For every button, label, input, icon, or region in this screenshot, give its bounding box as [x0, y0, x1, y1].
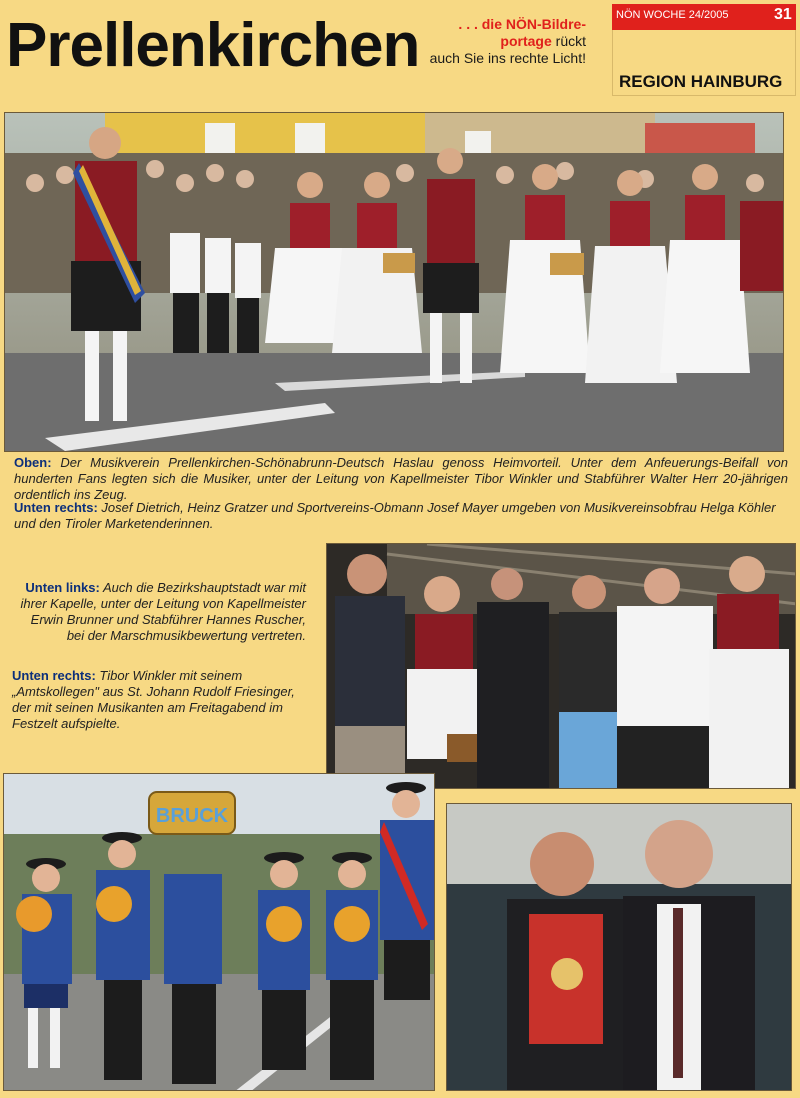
- caption-left-lead: Unten links:: [25, 580, 100, 595]
- promo-word: portage: [500, 33, 552, 49]
- caption-top2: [14, 500, 788, 532]
- caption-left: [12, 580, 306, 644]
- caption-left2-text: Tibor Winkler mit seinem „Amtskollegen" aus St. Johann Rudolf Friesinger, der mit seinen Musikanten am Freitagabend im Festzelt aufspielte.: [12, 668, 295, 731]
- page-number: 31: [774, 6, 792, 23]
- issue-label: NÖN WOCHE 24/2005: [616, 9, 729, 21]
- promo-line1: . . . die NÖN-Bildre-: [458, 16, 586, 32]
- parade-photo: [4, 112, 784, 452]
- page-title: Prellenkirchen: [6, 11, 420, 80]
- region-label: REGION HAINBURG: [619, 72, 783, 91]
- caption-left-text: Auch die Bezirkshauptstadt war mit ihrer Kapelle, unter der Leitung von Kapellmeister Erwin Brunner und Stabführer Hannes Ruscher, bei der Marschmusikbewertung vertreten.: [20, 580, 306, 643]
- promo-line3: auch Sie ins rechte Licht!: [429, 50, 586, 66]
- portrait-photo: [446, 803, 792, 1091]
- caption-left2-lead: Unten rechts:: [12, 668, 96, 683]
- sign-text: BRUCK: [155, 805, 229, 827]
- caption-top-lead: Oben:: [14, 455, 52, 470]
- youth-band-photo: [3, 773, 435, 1091]
- caption-top: [14, 455, 788, 503]
- caption-top-text: Der Musikverein Prellenkirchen-Schönabrunn-Deutsch Haslau genoss Heimvorteil. Unter dem Anfeuerungs-Beifall von hunderten Fans legten sich die Musiker, unter der Leitung von Kapellmeister Tibor Winkler und Stabführer Walter Herr 20-jährigen ordentlich ins Zeug.: [14, 455, 788, 502]
- promo-text: [398, 16, 586, 67]
- tent-photo: [326, 543, 796, 789]
- caption-top2-text: Josef Dietrich, Heinz Gratzer und Sportvereins-Obmann Josef Mayer umgeben von Musikvereinsobfrau Helga Köhler und den Tiroler Marketenderinnen.: [14, 500, 776, 531]
- caption-left2: [12, 668, 306, 732]
- promo-tail: rückt: [551, 33, 586, 49]
- caption-top2-lead: Unten rechts:: [14, 500, 98, 515]
